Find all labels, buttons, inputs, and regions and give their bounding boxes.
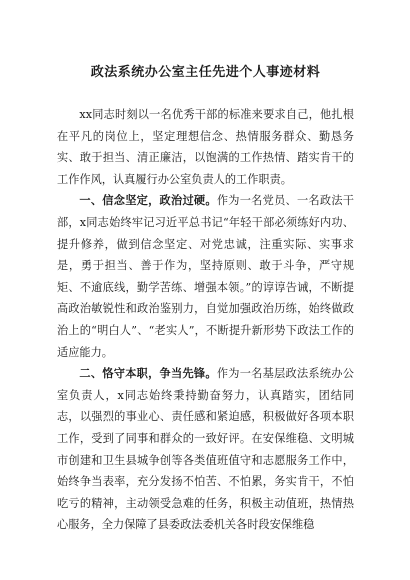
paragraph-intro [57, 104, 354, 190]
document-title: 政法系统办公室主任先进个人事迹材料 [90, 65, 321, 80]
section-2-heading: 二、恪守本职，争当先锋。 [79, 367, 217, 381]
paragraph-intro-text: xx同志时刻以一名优秀干部的标准来要求自己，他扎根在平凡的岗位上，坚定理想信念、热情服务群众、勤恳务实、敢于担当、清正廉洁，以饱满的工作热情、踏实肯干的工作作风，认真履行办公室负责人的工作职责。 [57, 108, 354, 186]
section-1-heading: 一、信念坚定，政治过硬。 [79, 194, 217, 208]
paragraph-section-2 [57, 363, 354, 536]
paragraph-section-1 [57, 190, 354, 363]
section-2-text: 作为一名基层政法系统办公室负责人，x同志始终秉持勤奋努力，认真踏实，团结同志，以强烈的事业心、责任感和紧迫感，积极做好各项本职工作，受到了同事和群众的一致好评。在安保维稳、文明城市创建和卫生县城争创等各类值班值守和志愿服务工作中，始终争当表率，充分发扬不怕苦、不怕累，务实肯干，不怕吃亏的精神，主动领受急难的任务，积极主动值班，热情热心服务，全力保障了县委政法委机关各时段安保维稳 [57, 367, 354, 532]
section-1-text: 作为一名党员、一名政法干部，x同志始终牢记习近平总书记“年轻干部必须练好内功、提升修养，做到信念坚定、对党忠诚，注重实际、实事求是，勇于担当、善于作为，坚持原则、敢于斗争，严守规矩、不逾底线，勤学苦练、增强本领。”的谆谆告诫，不断提高政治敏锐性和政治鉴别力，自觉加强政治历练，始终做政治上的“明白人”、“老实人”，不断提升新形势下政法工作的适应能力。 [57, 194, 354, 359]
